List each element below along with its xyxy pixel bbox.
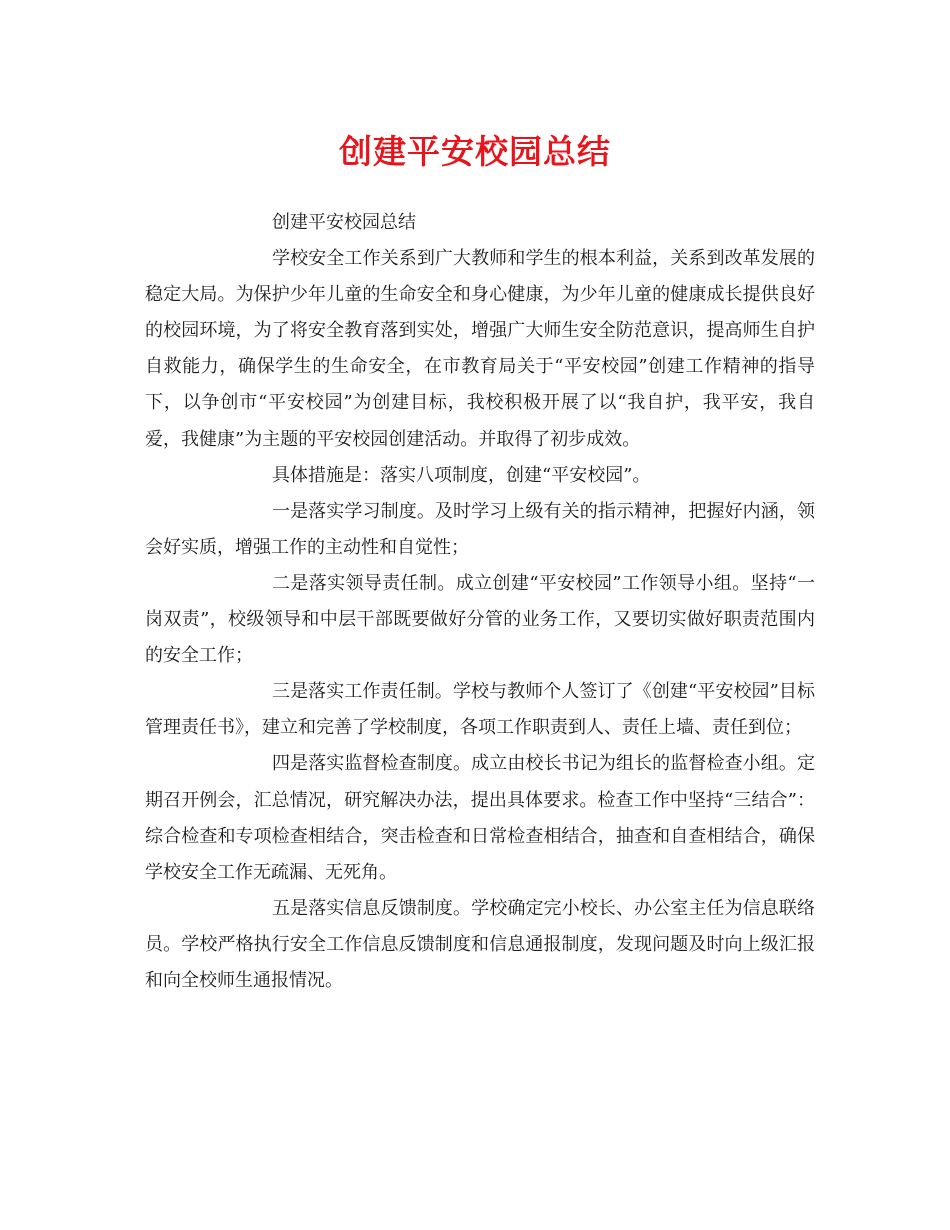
paragraph-item-2: 二是落实领导责任制。成立创建“平安校园”工作领导小组。坚持“一岗双责”，校级领导和中层干部既要做好分管的业务工作，又要切实做好职责范围内的安全工作；	[145, 572, 815, 667]
paragraph-item-1: 一是落实学习制度。及时学习上级有关的指示精神，把握好内涵，领会好实质，增强工作的主动性和自觉性；	[145, 500, 815, 558]
paragraph-intro: 学校安全工作关系到广大教师和学生的根本利益，关系到改革发展的稳定大局。为保护少年儿童的生命安全和身心健康，为少年儿童的健康成长提供良好的校园环境，为了将安全教育落到实处，增强广大师生安全防范意识，提高师生自护自救能力，确保学生的生命安全，在市教育局关于“平安校园”创建工作精神的指导下，以争创市“平安校园”为创建目标，我校积极开展了以“我自护，我平安，我自爱，我健康”为主题的平安校园创建活动。并取得了初步成效。	[145, 248, 815, 450]
document-title: 创建平安校园总结	[339, 132, 611, 171]
paragraph-subtitle: 创建平安校园总结	[272, 212, 416, 233]
document-body	[145, 205, 815, 999]
paragraph-item-5: 五是落实信息反馈制度。学校确定完小校长、办公室主任为信息联络员。学校严格执行安全工作信息反馈制度和信息通报制度，发现问题及时向上级汇报和向全校师生通报情况。	[145, 897, 815, 991]
paragraph-item-4: 四是落实监督检查制度。成立由校长书记为组长的监督检查小组。定期召开例会，汇总情况，研究解决办法，提出具体要求。检查工作中坚持“三结合”：综合检查和专项检查相结合，突击检查和日常检查相结合，抽查和自查相结合，确保学校安全工作无疏漏、无死角。	[145, 753, 815, 883]
paragraph-item-3: 三是落实工作责任制。学校与教师个人签订了《创建“平安校园”目标管理责任书》，建立和完善了学校制度，各项工作职责到人、责任上墙、责任到位；	[145, 681, 815, 739]
paragraph-measures: 具体措施是：落实八项制度，创建“平安校园”。	[272, 464, 651, 486]
